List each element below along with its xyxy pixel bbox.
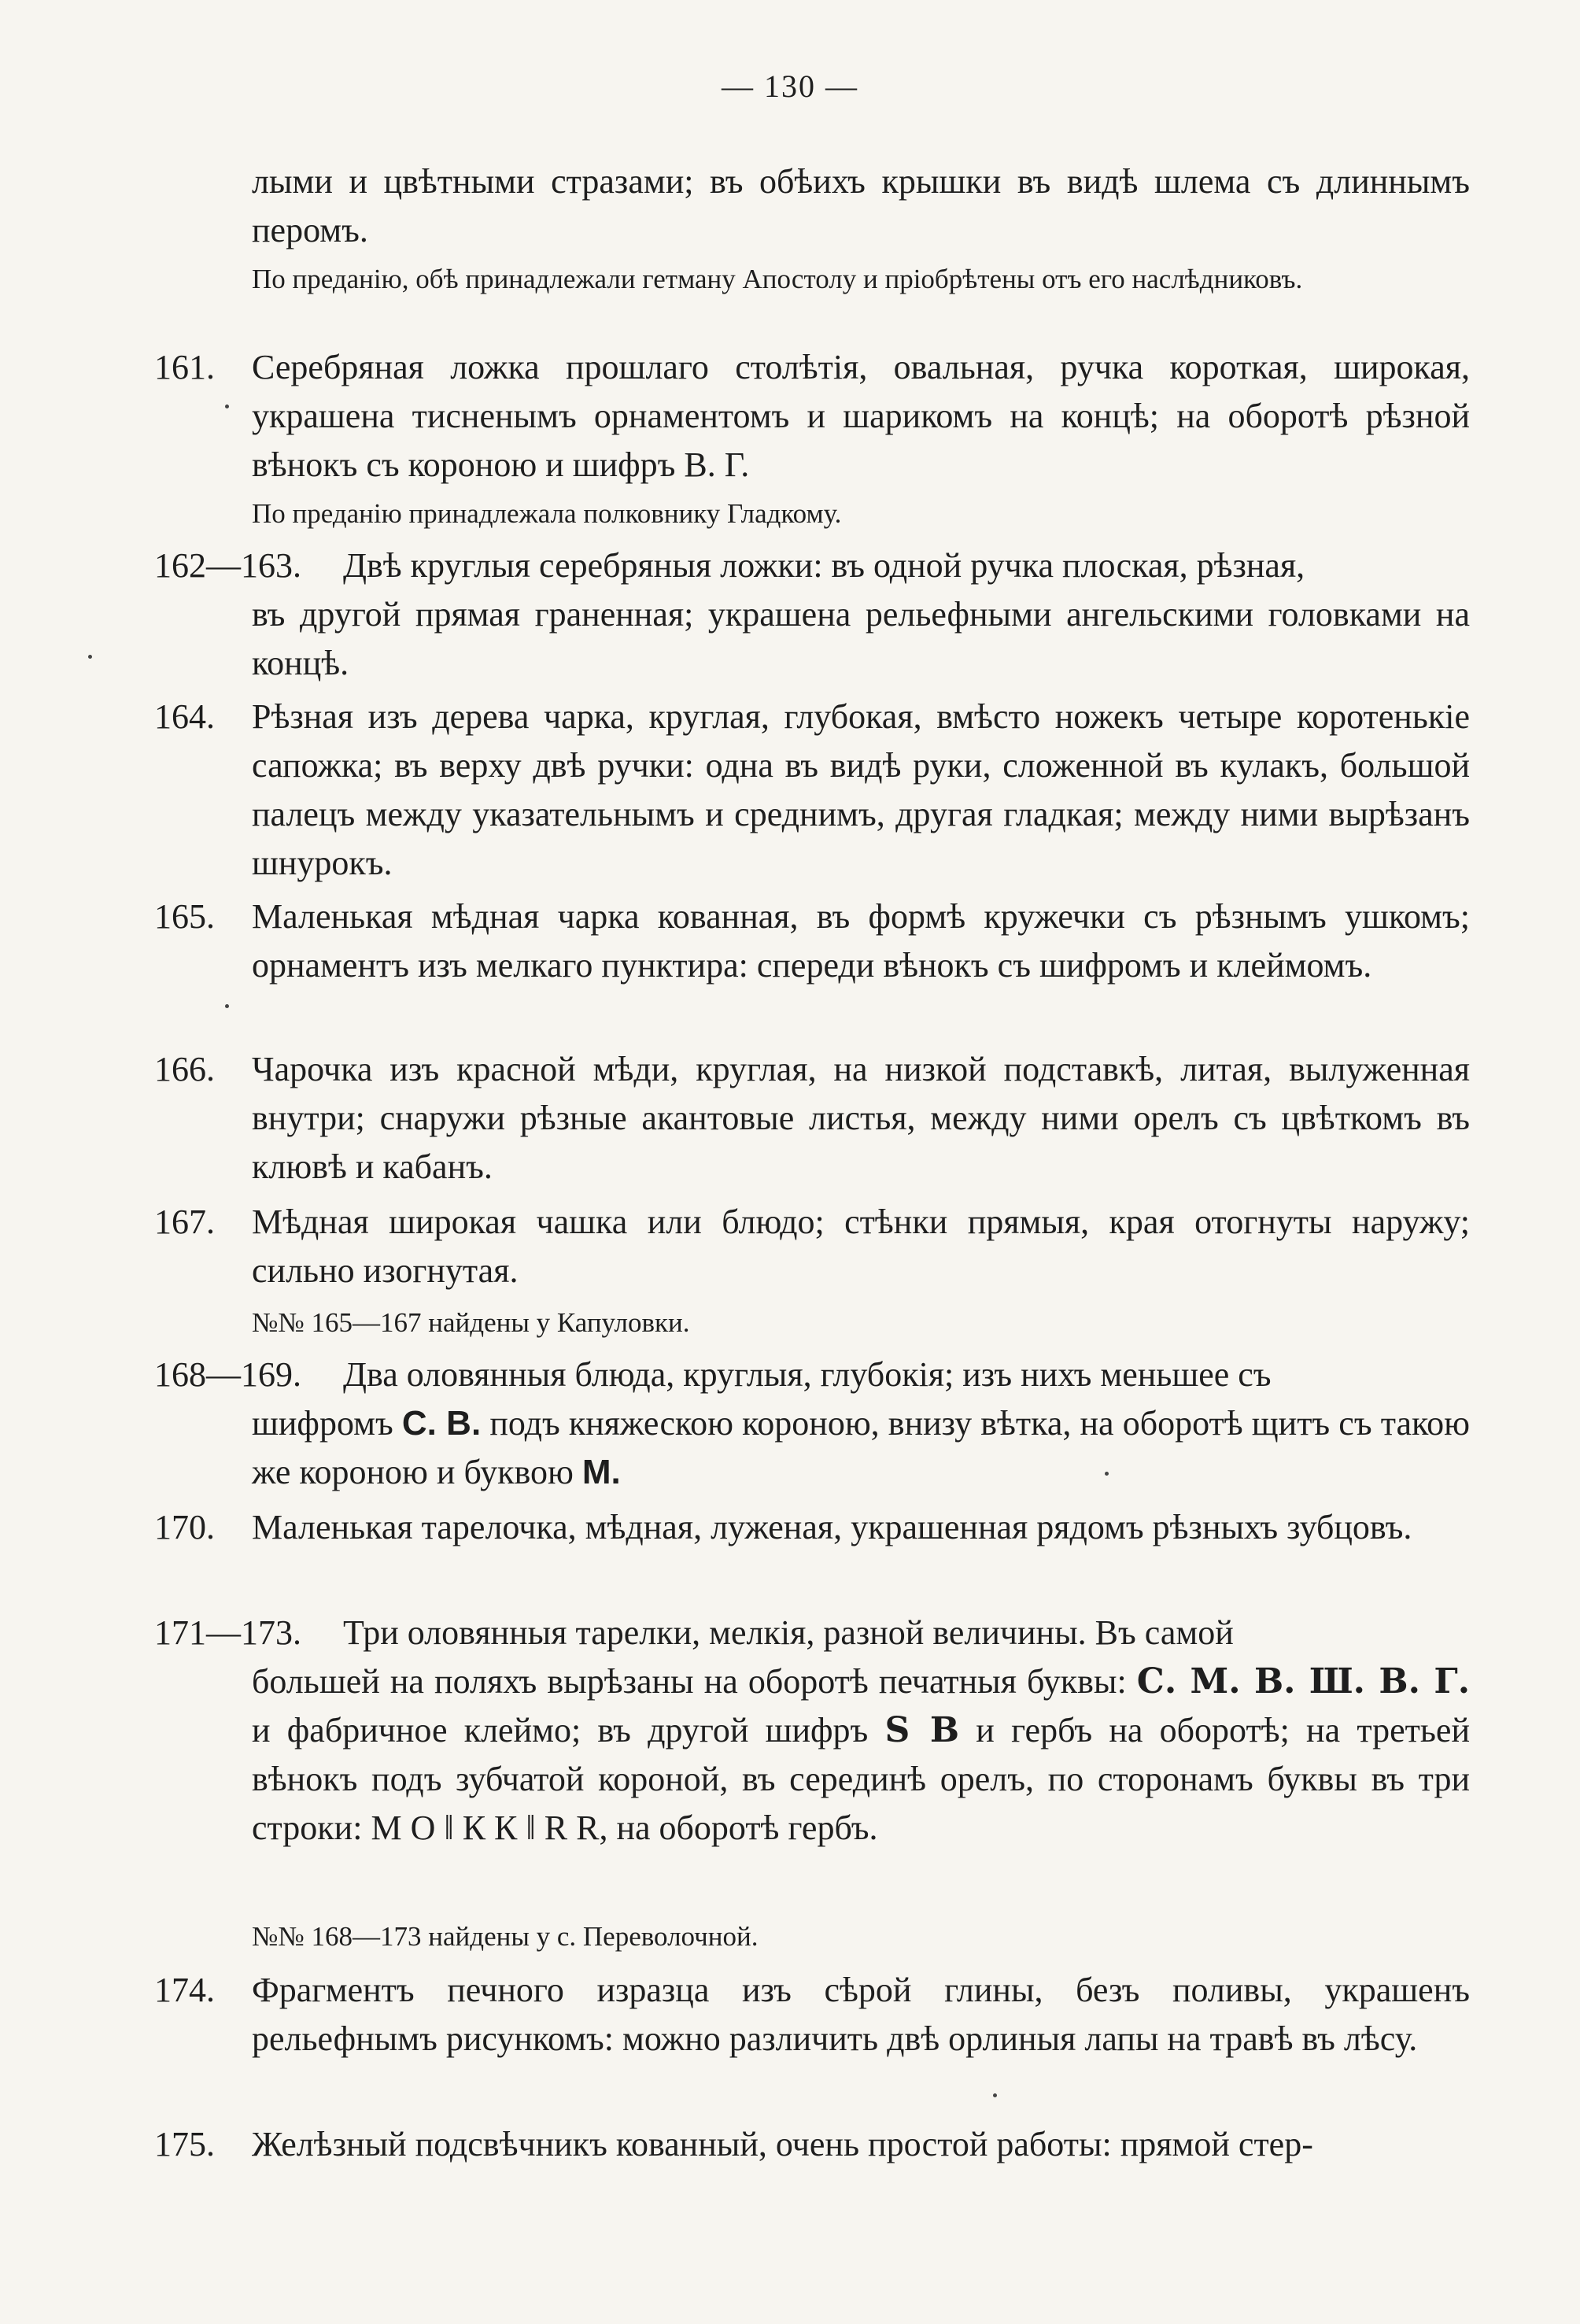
entry-text: [252, 1657, 1470, 1853]
entry-167: [154, 1198, 1470, 1295]
entry-text-part: подъ княжескою короною, внизу вѣтка, на оборотѣ щитъ съ такою же короною и буквою: [252, 1404, 1471, 1491]
entry-162-163: [154, 541, 1470, 688]
continuation-text: лыми и цвѣтными стразами; въ обѣихъ крышки въ видѣ шлема съ длиннымъ перомъ.: [252, 162, 1470, 249]
entry-text-part: и гербъ на оборотѣ; на третьей вѣнокъ подъ зубчатой короной, въ серединѣ орелъ, по сторонамъ буквы въ три строки: М О ‖ К К ‖ R R, на оборотѣ гербъ.: [252, 1711, 1470, 1847]
entry-text: Рѣзная изъ дерева чарка, круглая, глубокая, вмѣсто ножекъ четыре коротенькіе сапожка; въ верху двѣ ручки: одна въ видѣ руки, сложенной въ кулакъ, большой палецъ между указательнымъ и среднимъ, другая гладкая; между ними вырѣзанъ шнурокъ.: [252, 697, 1470, 882]
entry-text: Маленькая мѣдная чарка кованная, въ формѣ кружечки съ рѣзнымъ ушкомъ; орнаментъ изъ мелкаго пунктира: спереди вѣнокъ съ шифромъ и клеймомъ.: [252, 897, 1470, 985]
entry-164: [154, 693, 1470, 888]
entry-text: Маленькая тарелочка, мѣдная, луженая, украшенная рядомъ рѣзныхъ зубцовъ.: [252, 1508, 1412, 1546]
monogram-cv: С. В.: [401, 1404, 482, 1443]
entry-number: 171—173.: [154, 1613, 301, 1652]
entry-text-part: шифромъ: [252, 1404, 393, 1443]
entry-number: 175.: [154, 2125, 215, 2163]
entry-175: [154, 2120, 1470, 2169]
entry-number: 170.: [154, 1508, 215, 1546]
entry-first-line: Двѣ круглыя серебряныя ложки: въ одной ручка плоская, рѣзная,: [343, 546, 1305, 585]
ink-speck: [993, 2093, 997, 2097]
entry-text: Фрагментъ печного изразца изъ сѣрой глины, безъ поливы, украшенъ рельефнымъ рисункомъ: можно различить двѣ орлиныя лапы на травѣ въ лѣсу.: [252, 1971, 1470, 2058]
entry-text: Желѣзный подсвѣчникъ кованный, очень простой работы: прямой стер-: [252, 2125, 1313, 2163]
entry-number: 166.: [154, 1050, 215, 1088]
entry-171-173: [154, 1609, 1470, 1853]
entry-168-169: [154, 1350, 1470, 1497]
ink-speck: [225, 1004, 229, 1008]
entry-text: Мѣдная широкая чашка или блюдо; стѣнки прямыя, края отогнуты наружу; сильно изогнутая.: [252, 1203, 1470, 1290]
entry-174: [154, 1966, 1470, 2064]
entry-first-line: Два оловянныя блюда, круглыя, глубокія; изъ нихъ меньшее съ: [343, 1355, 1272, 1394]
gothic-cipher: S B: [884, 1710, 960, 1750]
ink-speck: [1105, 1472, 1109, 1476]
page-number: — 130 —: [722, 68, 858, 104]
entry-text-part: и фабричное клеймо; въ другой шифръ: [252, 1711, 869, 1749]
entry-first-line: Три оловянныя тарелки, мелкія, разной величины. Въ самой: [343, 1613, 1234, 1652]
gothic-letters: С. М. В. Ш. В. Г.: [1136, 1661, 1471, 1701]
entry-161: [154, 343, 1470, 490]
entry-text: Чарочка изъ красной мѣди, круглая, на низкой подставкѣ, литая, вылуженная внутри; снаружи рѣзные акантовые листья, между ними орелъ съ цвѣткомъ въ клювѣ и кабанъ.: [252, 1050, 1470, 1186]
entry-number: 174.: [154, 1971, 215, 2009]
note-find-perevolochna: №№ 168—173 найдены у с. Переволочной.: [252, 1921, 759, 1952]
entry-number: 162—163.: [154, 546, 301, 585]
entry-number: 168—169.: [154, 1355, 301, 1394]
entry-number: 161.: [154, 348, 215, 386]
entry-number: 167.: [154, 1203, 215, 1241]
ink-speck: [88, 655, 92, 659]
entry-text: въ другой прямая граненная; украшена рельефными ангельскими головками на концѣ.: [252, 595, 1470, 682]
note-provenance-apostol: По преданію, обѣ принадлежали гетману Апостолу и пріобрѣтены отъ его наслѣдниковъ.: [252, 264, 1303, 294]
entry-text: Серебряная ложка прошлаго столѣтія, овальная, ручка короткая, широкая, украшена тисненымъ орнаментомъ и шарикомъ на концѣ; на оборотѣ рѣзной вѣнокъ съ короною и шифръ В. Г.: [252, 348, 1470, 484]
entry-166: [154, 1045, 1470, 1192]
entry-text: [252, 1399, 1470, 1497]
note-find-kapulovka: №№ 165—167 найдены у Капуловки.: [252, 1307, 690, 1338]
entry-170: [154, 1503, 1470, 1552]
monogram-m: М.: [581, 1453, 621, 1491]
entry-number: 165.: [154, 897, 215, 936]
entry-number: 164.: [154, 697, 215, 736]
ink-speck: [225, 405, 229, 408]
entry-text-part: большей на поляхъ вырѣзаны на оборотѣ печатныя буквы:: [252, 1662, 1127, 1701]
entry-165: [154, 892, 1470, 990]
note-provenance-gladky: По преданію принадлежала полковнику Гладкому.: [252, 498, 842, 529]
